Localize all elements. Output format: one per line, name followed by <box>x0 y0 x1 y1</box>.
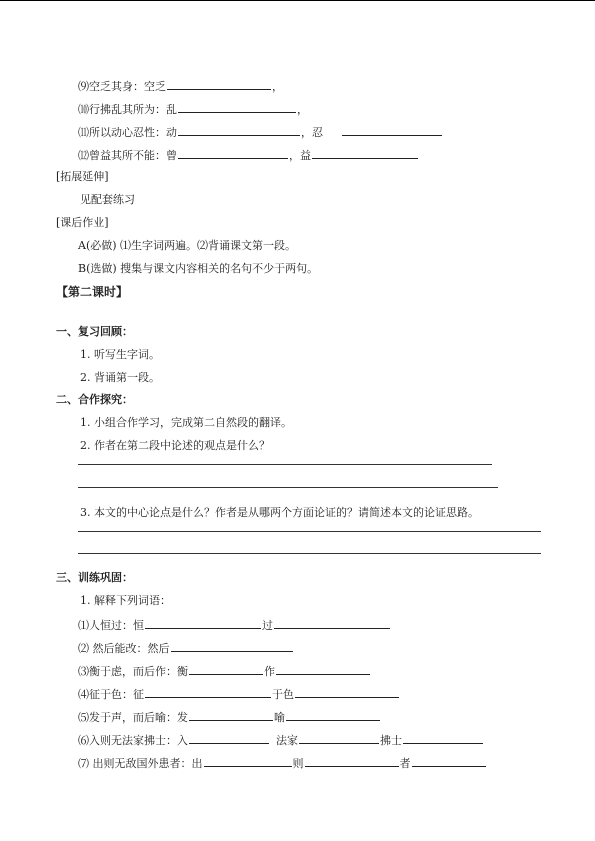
answer-blank[interactable] <box>305 755 399 767</box>
vocab-item-mid-label: ，忍 <box>301 126 323 139</box>
vocab-item-10 <box>78 101 308 117</box>
homework-required-text: ⑴生字词两遍。⑵背诵课文第一段。 <box>120 239 297 252</box>
answer-blank[interactable] <box>403 732 483 744</box>
vocab-item-12 <box>78 147 419 163</box>
word-item-label: ⑵ 然后能改：然后 <box>78 642 170 655</box>
word-item-label: ⑸发于声，而后喻：发 <box>78 711 188 724</box>
answer-blank[interactable] <box>276 663 370 675</box>
punctuation: ， <box>297 103 308 116</box>
vocab-item-mid-label: ，益 <box>289 149 311 162</box>
word-item-label: 过 <box>262 619 273 632</box>
answer-blank[interactable] <box>274 617 390 629</box>
vocab-item-label: ⑾所以动心忍性：动 <box>78 126 177 139</box>
word-item-label: ⑴人恒过：恒 <box>78 619 144 632</box>
answer-blank[interactable] <box>145 686 271 698</box>
answer-blank[interactable] <box>412 755 486 767</box>
answer-blank[interactable] <box>189 663 263 675</box>
section3-heading: 三、训练巩固： <box>56 571 133 584</box>
word-item-label: 拂士 <box>380 734 402 747</box>
vocab-item-label: ⑿曾益其所不能：曾 <box>78 149 177 162</box>
answer-blank[interactable] <box>312 147 418 159</box>
homework-required <box>78 239 296 253</box>
word-item-7 <box>78 755 487 771</box>
answer-line[interactable] <box>78 553 541 554</box>
answer-blank[interactable] <box>145 617 261 629</box>
answer-blank[interactable] <box>299 732 379 744</box>
answer-blank[interactable] <box>295 686 399 698</box>
word-item-label: 于色 <box>272 688 294 701</box>
word-item-3 <box>78 663 371 679</box>
answer-blank[interactable] <box>189 732 269 744</box>
answer-line[interactable] <box>78 487 498 488</box>
homework-optional-text: 搜集与课文内容相关的名句不少于两句。 <box>120 262 319 275</box>
word-item-2 <box>78 640 294 656</box>
word-item-label: 作 <box>264 665 275 678</box>
vocab-item-label: ⑼空乏其身：空乏 <box>78 80 166 93</box>
section2-question-3: 3. 本文的中心论点是什么？作者是从哪两个方面论证的？请简述本文的论证思路。 <box>80 506 479 519</box>
word-item-label: 喻 <box>274 711 285 724</box>
section1-item-1: 1. 听写生字词。 <box>80 348 160 361</box>
section2-question-1: 1. 小组合作学习，完成第二自然段的翻译。 <box>80 416 292 429</box>
word-item-4 <box>78 686 400 702</box>
word-item-label: 法家 <box>276 734 298 747</box>
vocab-item-11 <box>78 124 443 140</box>
answer-blank[interactable] <box>286 709 380 721</box>
answer-line[interactable] <box>78 464 492 465</box>
section2-question-2: 2. 作者在第二段中论述的观点是什么？ <box>80 439 270 452</box>
homework-heading: [课后作业] <box>56 216 109 229</box>
section2-heading: 二、合作探究： <box>56 393 133 406</box>
homework-required-label: A(必做) <box>78 239 117 252</box>
answer-blank[interactable] <box>178 101 296 113</box>
extension-heading: [拓展延伸] <box>56 170 109 183</box>
homework-optional-label: B(选做) <box>78 262 117 275</box>
word-item-5 <box>78 709 381 725</box>
vocab-item-label: ⑽行拂乱其所为：乱 <box>78 103 177 116</box>
word-item-label: 则 <box>292 757 304 770</box>
answer-blank[interactable] <box>342 124 442 136</box>
answer-blank[interactable] <box>178 124 300 136</box>
word-item-1 <box>78 617 391 633</box>
word-item-label: ⑺ 出则无敌国外患者：出 <box>78 757 203 770</box>
answer-blank[interactable] <box>167 78 271 90</box>
word-item-label: 者 <box>399 757 411 770</box>
extension-text: 见配套练习 <box>80 193 135 206</box>
vocab-item-9 <box>78 78 283 94</box>
answer-blank[interactable] <box>171 640 293 652</box>
page-top-rule <box>0 0 595 1</box>
answer-blank[interactable] <box>189 709 273 721</box>
section1-heading: 一、复习回顾： <box>56 325 133 338</box>
answer-blank[interactable] <box>204 755 292 767</box>
answer-blank[interactable] <box>178 147 288 159</box>
homework-optional <box>78 262 318 276</box>
section3-intro: 1. 解释下列词语： <box>80 594 171 607</box>
word-item-label: ⑷征于色：征 <box>78 688 144 701</box>
section1-item-2: 2. 背诵第一段。 <box>80 371 160 384</box>
word-item-label: ⑹入则无法家拂士：入 <box>78 734 188 747</box>
punctuation: ， <box>272 80 283 93</box>
word-item-label: ⑶衡于虑，而后作：衡 <box>78 665 188 678</box>
lesson2-title: 【第二课时】 <box>56 285 129 299</box>
word-item-6 <box>78 732 484 748</box>
answer-line[interactable] <box>78 531 541 532</box>
